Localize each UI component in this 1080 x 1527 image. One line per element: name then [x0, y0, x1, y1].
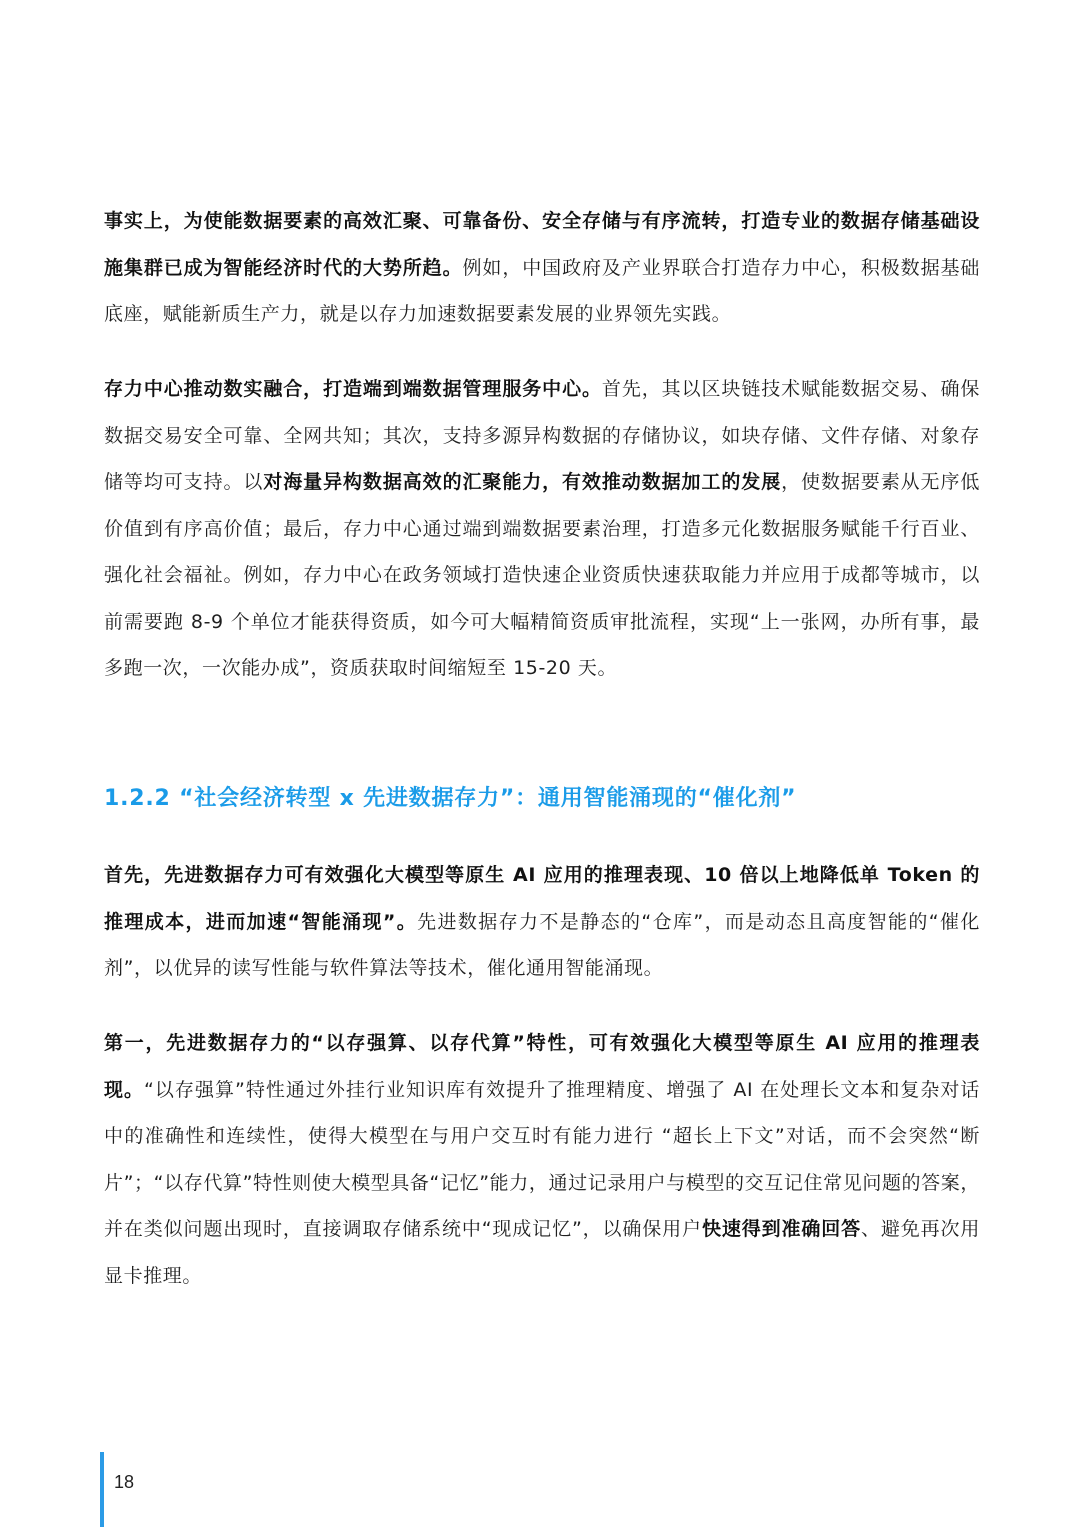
paragraph-bold-lead: 首先，先进数据存力可有效强化大模型等原生 AI 应用的推理表现、10 倍以上地降低单 Token 的推理成本，进而加速“智能涌现”。: [104, 864, 980, 933]
page-number-rule: [100, 1452, 104, 1527]
paragraph-storage-center: [104, 366, 980, 692]
page-number: 18: [114, 1472, 135, 1492]
paragraph-body-text: 首先，其以区块链技术赋能数据交易、确保数据交易安全可靠、全网共知；其次，支持多源异构数据的存储协议，如块存储、文件存储、对象存储等均可支持。以: [104, 378, 980, 493]
paragraph-body-text: 例如，中国政府及产业界联合打造存力中心，积极数据基础底座，赋能新质生产力，就是以存力加速数据要素发展的业界领先实践。: [104, 256, 980, 325]
paragraph-bold-emphasis: 快速得到准确回答: [701, 1218, 861, 1240]
paragraph-body-text: ，使数据要素从无序低价值到有序高价值；最后，存力中心通过端到端数据要素治理，打造多元化数据服务赋能千行百业、强化社会福祉。例如，存力中心在政务领域打造快速企业资质快速获取能力并应用于成都等城市，以前需要跑 8-9 个单位才能获得资质，如今可大幅精简资质审批流程，实现“上一张网，办所有事，最多跑一次，一次能办成”，资质获取时间缩短至 15-20 天。: [104, 471, 980, 679]
section-heading-1-2-2: 1.2.2 “社会经济转型 x 先进数据存力”：通用智能涌现的“催化剂”: [104, 786, 797, 811]
paragraph-storage-infrastructure: [104, 198, 980, 338]
paragraph-bold-lead: 第一，先进数据存力的“以存强算、以存代算”特性，可有效强化大模型等原生 AI 应用的推理表现。: [104, 1032, 980, 1101]
paragraph-body-text: 先进数据存力不是静态的“仓库”，而是动态且高度智能的“催化剂”，以优异的读写性能与软件算法等技术，催化通用智能涌现。: [104, 910, 981, 979]
paragraph-bold-lead: 事实上，为使能数据要素的高效汇聚、可靠备份、安全存储与有序流转，打造专业的数据存储基础设施集群已成为智能经济时代的大势所趋。: [104, 210, 980, 279]
paragraph-body-text: 、避免再次用显卡推理。: [104, 1218, 980, 1287]
paragraph-bold-emphasis: 对海量异构数据高效的汇聚能力，有效推动数据加工的发展: [263, 471, 782, 493]
paragraph-inference-cost: [104, 852, 980, 992]
paragraph-storage-compute: [104, 1020, 980, 1299]
paragraph-body-text: “以存强算”特性通过外挂行业知识库有效提升了推理精度、增强了 AI 在处理长文本和复杂对话中的准确性和连续性，使得大模型在与用户交互时有能力进行 “超长上下文”对话，而不会突然“断片”；“以存代算”特性则使大模型具备“记忆”能力，通过记录用户与模型的交互记住常见问题的答案，并在类似问题出现时，直接调取存储系统中“现成记忆”，以确保用户: [104, 1078, 981, 1240]
paragraph-bold-lead: 存力中心推动数实融合，打造端到端数据管理服务中心。: [104, 378, 602, 400]
